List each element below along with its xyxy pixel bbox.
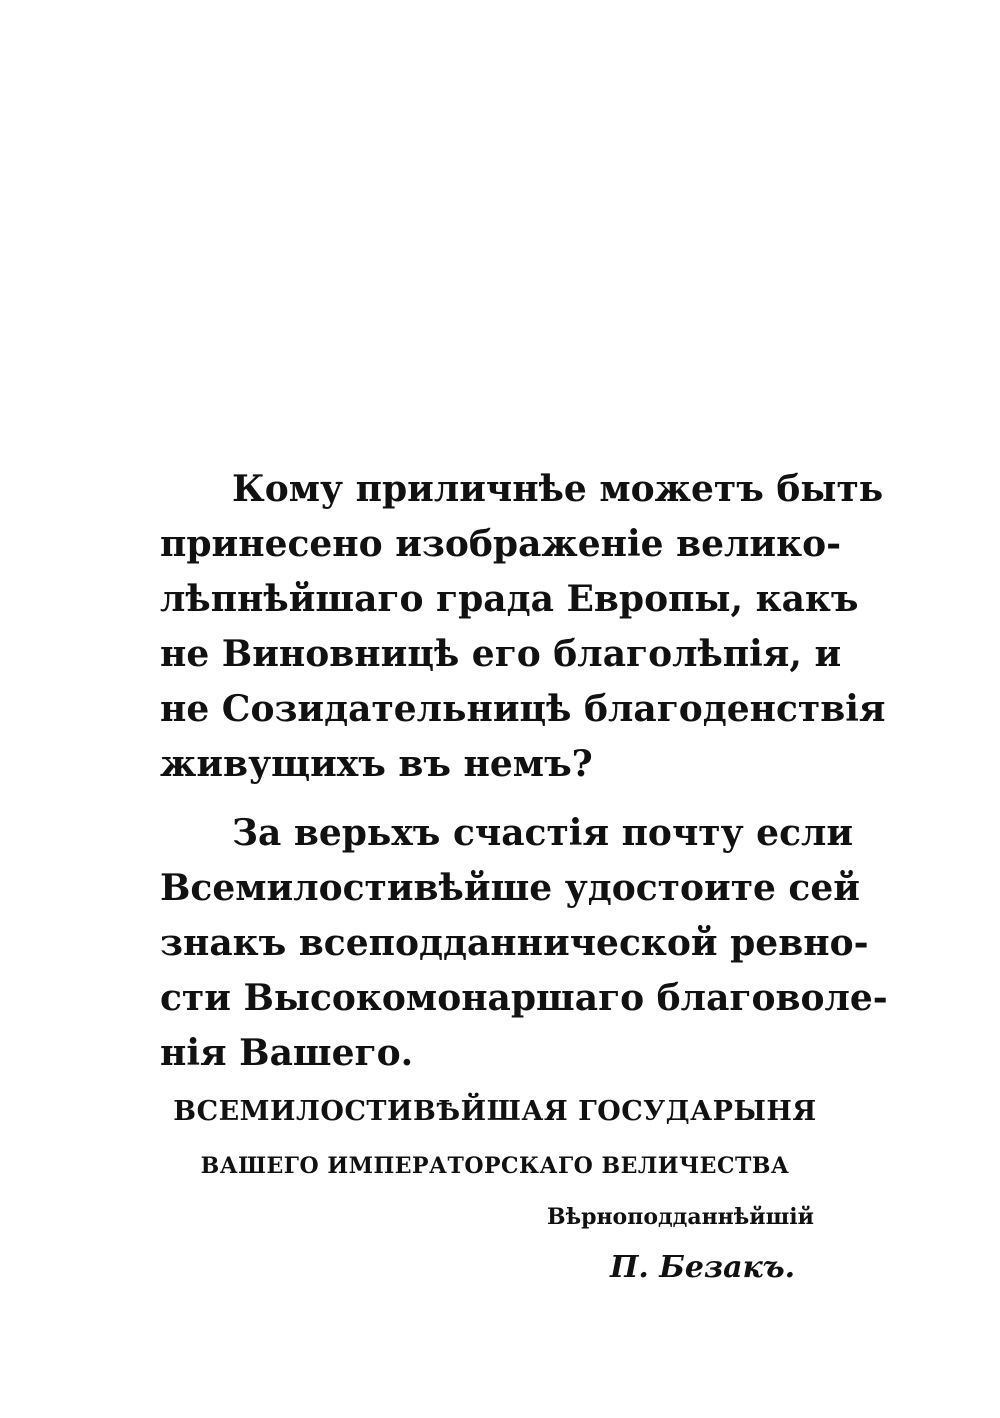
text-line: нiя Вашего. [160, 1032, 414, 1074]
text-line: принесено изображенiе велико- [160, 523, 842, 565]
text-line: лѣпнѣйшаго града Европы, какъ [160, 578, 859, 620]
closing-formula: Вѣрноподданнѣйшiй [547, 1204, 814, 1230]
address-line-2: ВАШЕГО ИМПЕРАТОРСКАГО ВЕЛИЧЕСТВА [200, 1153, 790, 1179]
address-line-1: ВСЕМИЛОСТИВѢЙШАЯ ГОСУДАРЫНЯ [173, 1096, 817, 1127]
text-line: не Виновницѣ его благолѣпiя, и [160, 633, 842, 675]
text-line: сти Высокомонаршаго благоволе- [160, 977, 888, 1019]
text-line: Всемилостивѣйше удостоите сей [160, 867, 860, 909]
text-line: За верьхъ счастiя почту если [232, 812, 854, 854]
dedication-paragraph-2 [160, 806, 888, 1081]
text-line: живущихъ въ немъ? [160, 743, 593, 785]
dedication-paragraph-1 [160, 462, 886, 792]
text-line: знакъ всеподданнической ревно- [160, 922, 869, 964]
text-line: не Созидательницѣ благоденствiя [160, 688, 886, 730]
text-line: Кому приличнѣе можетъ быть [232, 468, 884, 510]
signature-name: П. Безакъ. [610, 1250, 796, 1285]
